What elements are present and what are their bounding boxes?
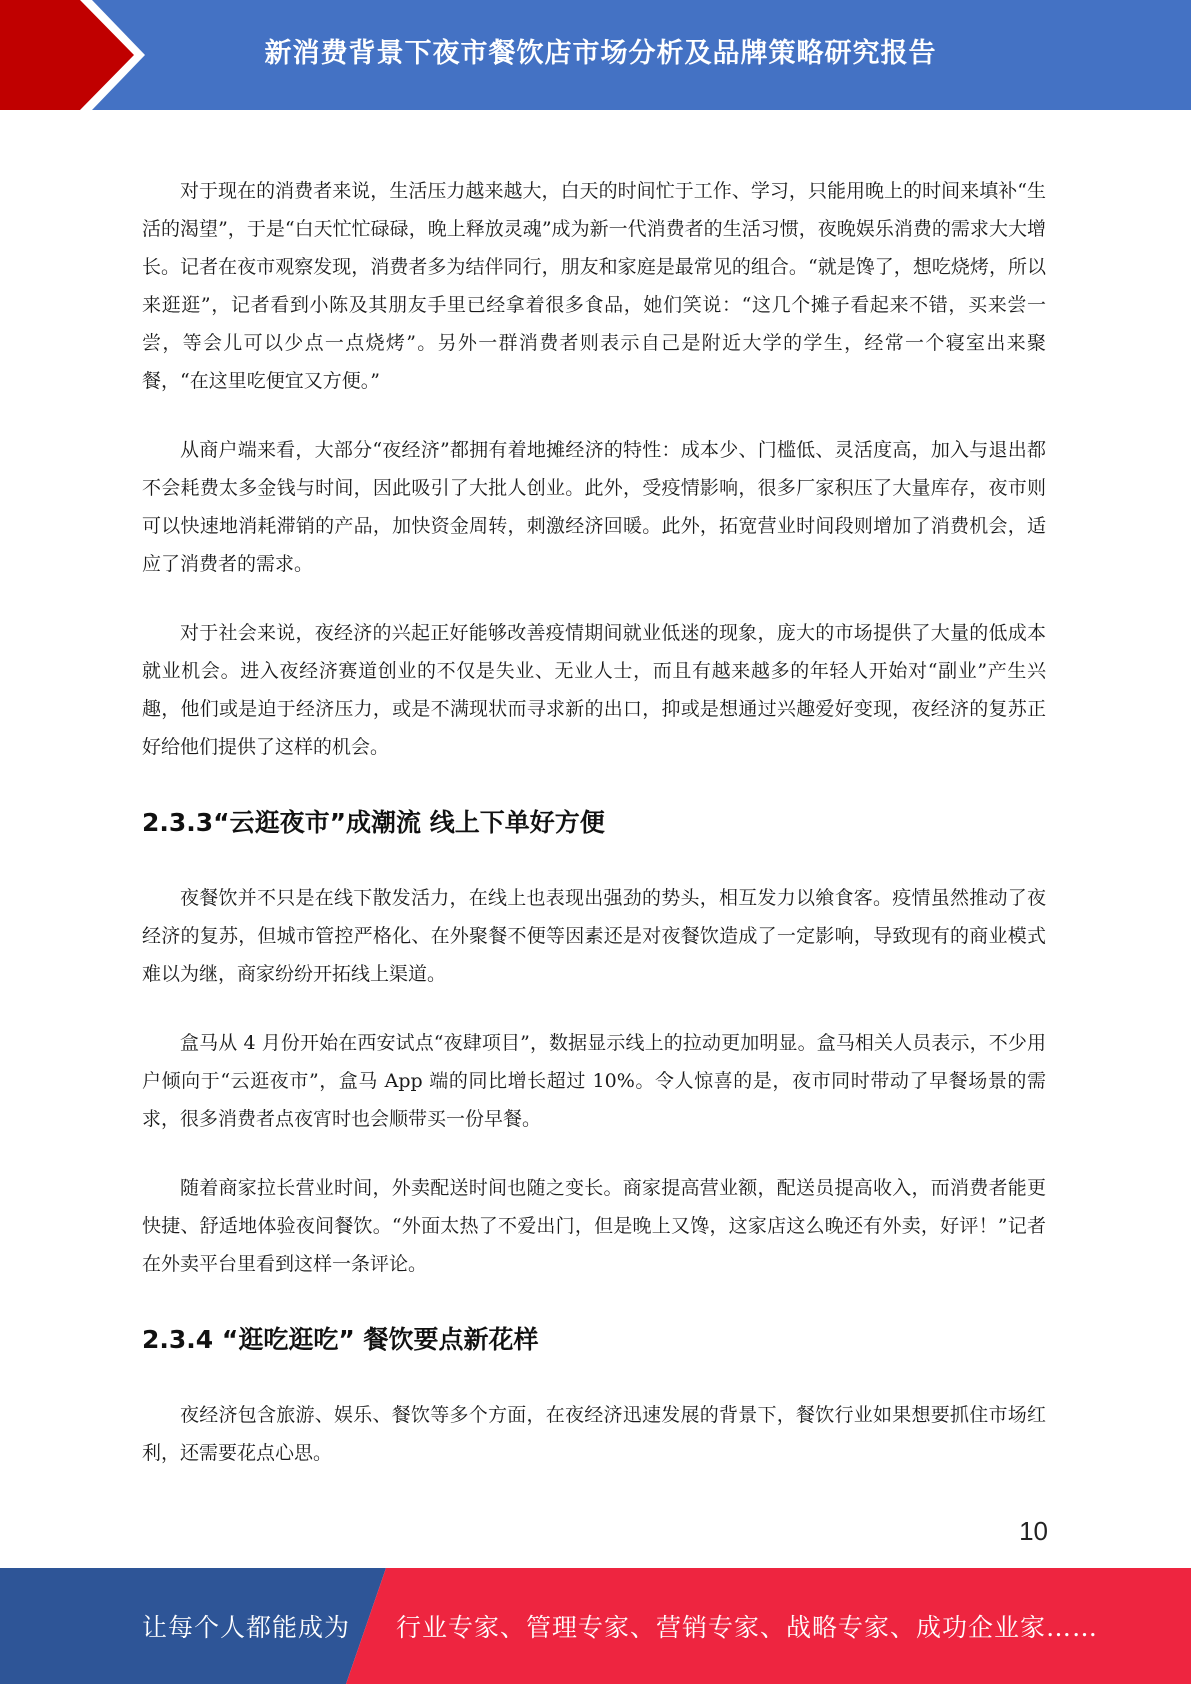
header-chevron-icon <box>0 0 160 110</box>
footer-slogan-left: 让每个人都能成为 <box>142 1613 351 1642</box>
report-title: 新消费背景下夜市餐饮店市场分析及品牌策略研究报告 <box>264 37 937 69</box>
paragraph-delivery: 随着商家拉长营业时间，外卖配送时间也随之变长。商家提高营业额，配送员提高收入，而消费者能更快捷、舒适地体验夜间餐饮。“外面太热了不爱出门，但是晚上又馋，这家店这么晚还有外卖，好评！”记者在外卖平台里看到这样一条评论。 <box>142 1177 1046 1275</box>
page-footer <box>0 1568 1191 1684</box>
paragraph-merchants: 从商户端来看，大部分“夜经济”都拥有着地摊经济的特性：成本少、门槛低、灵活度高，加入与退出都不会耗费太多金钱与时间，因此吸引了大批人创业。此外，受疫情影响，很多厂家积压了大量库存，夜市则可以快速地消耗滞销的产品，加快资金周转，刺激经济回暖。此外，拓宽营业时间段则增加了消费机会，适应了消费者的需求。 <box>142 439 1046 575</box>
page-number: 10 <box>1019 1516 1048 1546</box>
section-heading-2-3-4: 2.3.4 “逛吃逛吃” 餐饮要点新花样 <box>142 1325 539 1354</box>
paragraph-society: 对于社会来说，夜经济的兴起正好能够改善疫情期间就业低迷的现象，庞大的市场提供了大量的低成本就业机会。进入夜经济赛道创业的不仅是失业、无业人士，而且有越来越多的年轻人开始对“副业”产生兴趣，他们或是迫于经济压力，或是不满现状而寻求新的出口，抑或是想通过兴趣爱好变现，夜经济的复苏正好给他们提供了这样的机会。 <box>142 622 1046 758</box>
page-header <box>0 0 1191 110</box>
section-heading-2-3-3: 2.3.3“云逛夜市”成潮流 线上下单好方便 <box>142 808 605 837</box>
paragraph-night-economy: 夜经济包含旅游、娱乐、餐饮等多个方面，在夜经济迅速发展的背景下，餐饮行业如果想要抓住市场红利，还需要花点心思。 <box>142 1404 1046 1464</box>
paragraph-online: 夜餐饮并不只是在线下散发活力，在线上也表现出强劲的势头，相互发力以飨食客。疫情虽然推动了夜经济的复苏，但城市管控严格化、在外聚餐不便等因素还是对夜餐饮造成了一定影响，导致现有的商业模式难以为继，商家纷纷开拓线上渠道。 <box>142 887 1046 985</box>
document-body <box>142 172 1046 1472</box>
paragraph-consumers: 对于现在的消费者来说，生活压力越来越大，白天的时间忙于工作、学习，只能用晚上的时间来填补“生活的渴望”，于是“白天忙忙碌碌，晚上释放灵魂”成为新一代消费者的生活习惯，夜晚娱乐消费的需求大大增长。记者在夜市观察发现，消费者多为结伴同行，朋友和家庭是最常见的组合。“就是馋了，想吃烧烤，所以来逛逛”，记者看到小陈及其朋友手里已经拿着很多食品，她们笑说：“这几个摊子看起来不错，买来尝一尝，等会儿可以少点一点烧烤”。另外一群消费者则表示自己是附近大学的学生，经常一个寝室出来聚餐，“在这里吃便宜又方便。” <box>142 180 1046 392</box>
paragraph-hema: 盒马从 4 月份开始在西安试点“夜肆项目”，数据显示线上的拉动更加明显。盒马相关人员表示，不少用户倾向于“云逛夜市”，盒马 App 端的同比增长超过 10%。令人惊喜的是，夜市同时带动了早餐场景的需求，很多消费者点夜宵时也会顺带买一份早餐。 <box>142 1032 1046 1130</box>
footer-slogan-right: 行业专家、管理专家、营销专家、战略专家、成功企业家…… <box>396 1613 1099 1642</box>
